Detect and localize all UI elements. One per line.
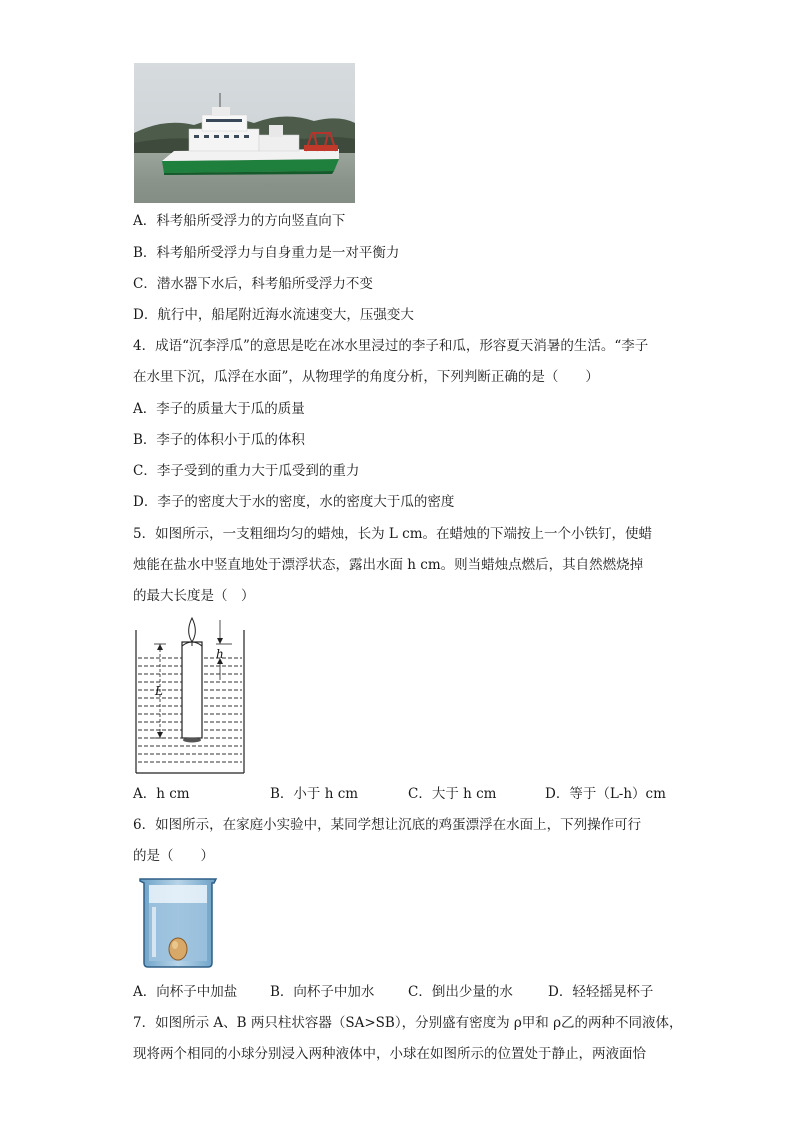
q4-option-d: D．李子的密度大于水的密度，水的密度大于瓜的密度 (133, 494, 455, 510)
q3-option-c: C．潜水器下水后，科考船所受浮力不变 (133, 276, 373, 292)
q4-stem-line2: 在水里下沉，瓜浮在水面”，从物理学的角度分析，下列判断正确的是（ ） (133, 369, 599, 385)
q5-option-a: A．h cm (133, 786, 190, 802)
q5-stem-line3: 的最大长度是（ ） (133, 588, 255, 604)
candle-diagram (132, 616, 250, 776)
q5-option-b: B．小于 h cm (270, 786, 359, 802)
beaker-egg-diagram (136, 877, 220, 969)
research-ship-photo (134, 63, 355, 203)
q6-option-b: B．向杯子中加水 (270, 984, 375, 1000)
q3-option-b: B．科考船所受浮力与自身重力是一对平衡力 (133, 245, 400, 261)
q6-option-d: D．轻轻摇晃杯子 (548, 984, 654, 1000)
q6-option-a: A．向杯子中加盐 (133, 984, 238, 1000)
candle-label-l: L (155, 684, 163, 698)
q3-option-a: A．科考船所受浮力的方向竖直向下 (133, 213, 346, 229)
q4-option-b: B．李子的体积小于瓜的体积 (133, 432, 305, 448)
q7-stem-line1: 7．如图所示 A、B 两只柱状容器（SA>SB），分别盛有密度为 ρ甲和 ρ乙的两种不同液体， (133, 1015, 683, 1031)
candle-label-h: h (216, 647, 224, 661)
q4-option-a: A．李子的质量大于瓜的质量 (133, 401, 305, 417)
q6-stem-line2: 的是（ ） (133, 848, 214, 864)
q6-stem-line1: 6．如图所示，在家庭小实验中，某同学想让沉底的鸡蛋漂浮在水面上，下列操作可行 (133, 817, 642, 833)
q4-option-c: C．李子受到的重力大于瓜受到的重力 (133, 463, 360, 479)
q6-option-c: C．倒出少量的水 (408, 984, 513, 1000)
q3-option-d: D．航行中，船尾附近海水流速变大，压强变大 (133, 307, 414, 323)
q5-option-d: D．等于（L-h）cm (545, 786, 666, 802)
q5-option-c: C．大于 h cm (408, 786, 497, 802)
q7-stem-line2: 现将两个相同的小球分别浸入两种液体中，小球在如图所示的位置处于静止，两液面恰 (133, 1046, 646, 1062)
q5-stem-line1: 5．如图所示，一支粗细均匀的蜡烛，长为 L cm。在蜡烛的下端按上一个小铁钉，使蜡 (133, 526, 652, 542)
q4-stem-line1: 4．成语“沉李浮瓜”的意思是吃在冰水里浸过的李子和瓜，形容夏天消暑的生活。“李子 (133, 338, 649, 354)
q5-stem-line2: 烛能在盐水中竖直地处于漂浮状态，露出水面 h cm。则当蜡烛点燃后，其自然燃烧掉 (133, 557, 644, 573)
